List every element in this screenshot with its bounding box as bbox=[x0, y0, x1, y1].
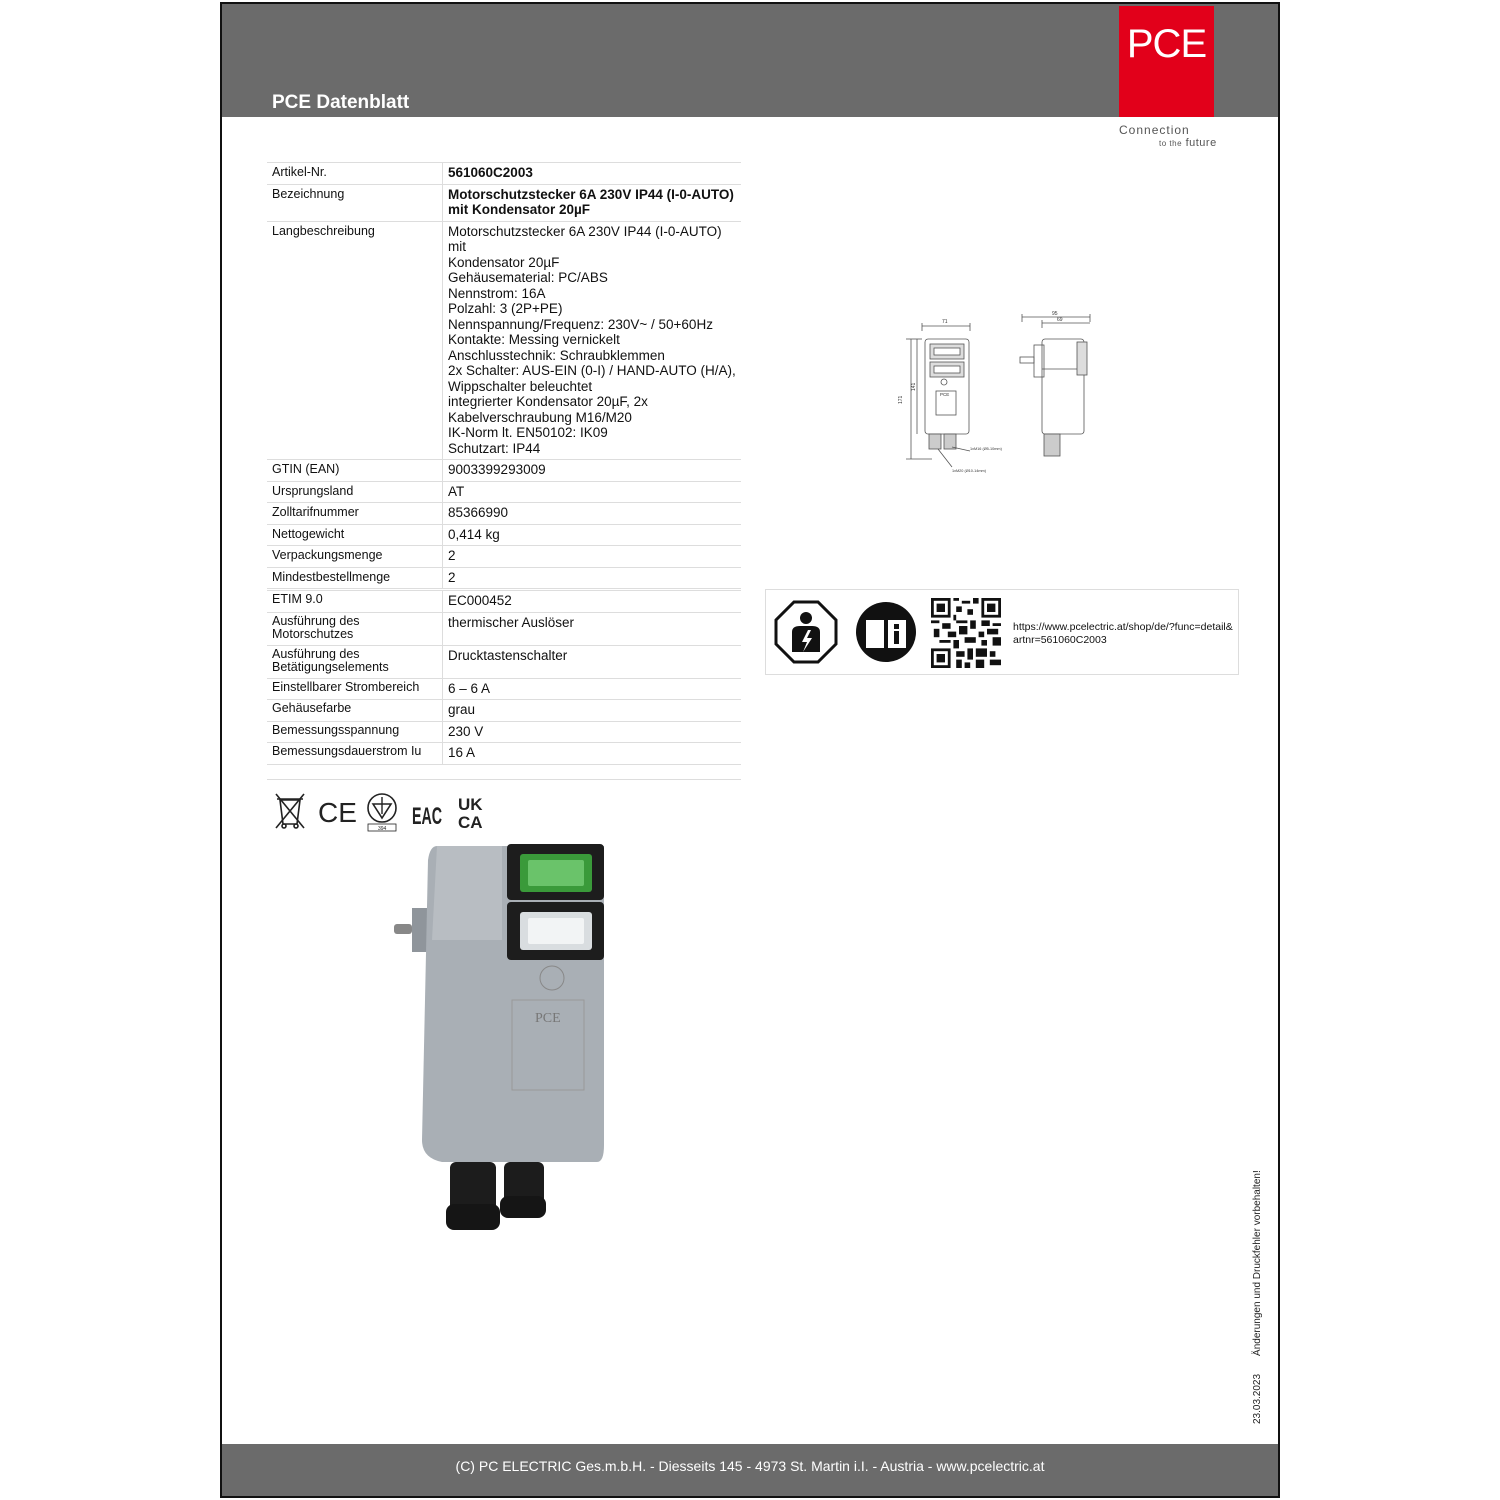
etim-row bbox=[267, 678, 741, 700]
read-manual-icon bbox=[854, 600, 918, 664]
ukca-ca: CA bbox=[458, 813, 483, 832]
spec-value: AT bbox=[443, 481, 742, 503]
product-image bbox=[392, 840, 612, 1235]
weee-bin-icon bbox=[276, 794, 304, 828]
etim-label: Ausführung des Betätigungselements bbox=[267, 645, 443, 678]
ukca-mark-icon bbox=[458, 795, 483, 832]
spec-label: Artikel-Nr. bbox=[267, 163, 443, 185]
dim-height-total: 171 bbox=[898, 395, 904, 404]
etim-label: Bemessungsdauerstrom Iu bbox=[267, 743, 443, 765]
dim-width-side-inner: 69 bbox=[1057, 317, 1063, 323]
spec-value: 0,414 kg bbox=[443, 524, 742, 546]
dim-height-body: 141 bbox=[911, 382, 917, 391]
spec-value: 2 bbox=[443, 567, 742, 589]
datasheet-page bbox=[220, 2, 1280, 1498]
spec-value: 85366990 bbox=[443, 503, 742, 525]
side-disclaimer: Änderungen und Druckfehler vorbehalten! bbox=[1252, 1170, 1263, 1356]
spec-row bbox=[267, 163, 741, 185]
etim-row bbox=[267, 721, 741, 743]
product-label: PCE bbox=[535, 1011, 561, 1026]
spec-row bbox=[267, 184, 741, 221]
gland-label-2: 1xM20 (Ø10-14mm) bbox=[952, 469, 986, 473]
ove-number: 394 bbox=[378, 826, 387, 832]
tagline-future bbox=[1159, 137, 1217, 149]
electrician-required-icon bbox=[774, 600, 838, 664]
spec-row bbox=[267, 567, 741, 589]
etim-value: 6 – 6 A bbox=[443, 678, 742, 700]
side-note bbox=[1252, 1152, 1263, 1424]
etim-value: thermischer Auslöser bbox=[443, 612, 742, 645]
product-url-link[interactable]: https://www.pcelectric.at/shop/de/?func=detail&artnr=561060C2003 bbox=[1013, 621, 1233, 646]
etim-row bbox=[267, 743, 741, 765]
spec-label: Verpackungsmenge bbox=[267, 546, 443, 568]
etim-row bbox=[267, 612, 741, 645]
dim-width-front: 71 bbox=[942, 319, 948, 325]
spec-value: 2 bbox=[443, 546, 742, 568]
dim-width-side: 95 bbox=[1052, 311, 1058, 317]
spec-label: Langbeschreibung bbox=[267, 221, 443, 460]
spec-label: Zolltarifnummer bbox=[267, 503, 443, 525]
etim-value: Drucktastenschalter bbox=[443, 645, 742, 678]
spec-row bbox=[267, 546, 741, 568]
tagline-connection: Connection bbox=[1119, 123, 1190, 137]
spec-label: Mindestbestellmenge bbox=[267, 567, 443, 589]
spec-value: Motorschutzstecker 6A 230V IP44 (I-0-AUTO) mit Kondensator 20µF bbox=[443, 184, 742, 221]
qr-code bbox=[931, 598, 1001, 668]
divider bbox=[267, 779, 741, 780]
footer-bar bbox=[222, 1444, 1278, 1496]
spec-table bbox=[267, 162, 741, 589]
spec-row bbox=[267, 524, 741, 546]
spec-value: 561060C2003 bbox=[443, 163, 742, 185]
etim-value: grau bbox=[443, 700, 742, 722]
etim-row bbox=[267, 645, 741, 678]
side-date: 23.03.2023 bbox=[1252, 1373, 1263, 1424]
gland-label-1: 1xM16 (Ø5-10mm) bbox=[970, 447, 1002, 451]
etim-label: Bemessungsspannung bbox=[267, 721, 443, 743]
spec-value: 9003399293009 bbox=[443, 460, 742, 482]
pce-logo bbox=[1119, 6, 1214, 117]
logo-text: PCE bbox=[1126, 22, 1207, 66]
spec-label: Ursprungsland bbox=[267, 481, 443, 503]
info-box bbox=[765, 589, 1239, 675]
etim-table bbox=[267, 590, 741, 765]
etim-label: Einstellbarer Strombereich bbox=[267, 678, 443, 700]
etim-value: 16 A bbox=[443, 743, 742, 765]
etim-value: 230 V bbox=[443, 721, 742, 743]
spec-row bbox=[267, 503, 741, 525]
etim-label: Ausführung des Motorschutzes bbox=[267, 612, 443, 645]
ove-mark-icon bbox=[368, 794, 396, 832]
page-title: PCE Datenblatt bbox=[272, 92, 410, 113]
ce-mark-icon: CE bbox=[318, 797, 357, 828]
spec-row bbox=[267, 460, 741, 482]
spec-row bbox=[267, 221, 741, 460]
etim-row bbox=[267, 700, 741, 722]
tagline-future-word: future bbox=[1185, 137, 1217, 149]
spec-value: Motorschutzstecker 6A 230V IP44 (I-0-AUTO) mit Kondensator 20µF Gehäusematerial: PC/ABS Nennstrom: 16A Polzahl: 3 (2P+PE) Nennspannung/Frequenz: 230V~ / 50+60Hz Kontakte: Messing vernickelt Anschlusstechnik: Schraubklemmen 2x Schalter: AUS-EIN (0-I) / HAND-AUTO (H/A), Wippschalter beleuchtet integrierter Kondensator 20µF, 2x Kabelverschraubung M16/M20 IK-Norm lt. EN50102: IK09 Schutzart: IP44 bbox=[443, 221, 742, 460]
spec-label: Bezeichnung bbox=[267, 184, 443, 221]
technical-drawing bbox=[892, 309, 1102, 489]
eac-mark-icon: EAC bbox=[412, 803, 442, 830]
etim-label: ETIM 9.0 bbox=[267, 591, 443, 613]
etim-label: Gehäusefarbe bbox=[267, 700, 443, 722]
drawing-label: PCE bbox=[940, 392, 950, 397]
etim-value: EC000452 bbox=[443, 591, 742, 613]
spec-label: GTIN (EAN) bbox=[267, 460, 443, 482]
ukca-uk: UK bbox=[458, 795, 483, 814]
spec-label: Nettogewicht bbox=[267, 524, 443, 546]
spec-row bbox=[267, 481, 741, 503]
footer-address: (C) PC ELECTRIC Ges.m.b.H. - Diesseits 145 - 4973 St. Martin i.I. - Austria - www.pcelectric.at bbox=[455, 1458, 1045, 1474]
etim-row bbox=[267, 591, 741, 613]
tagline-to-the: to the bbox=[1159, 139, 1183, 148]
certification-marks bbox=[274, 792, 494, 832]
